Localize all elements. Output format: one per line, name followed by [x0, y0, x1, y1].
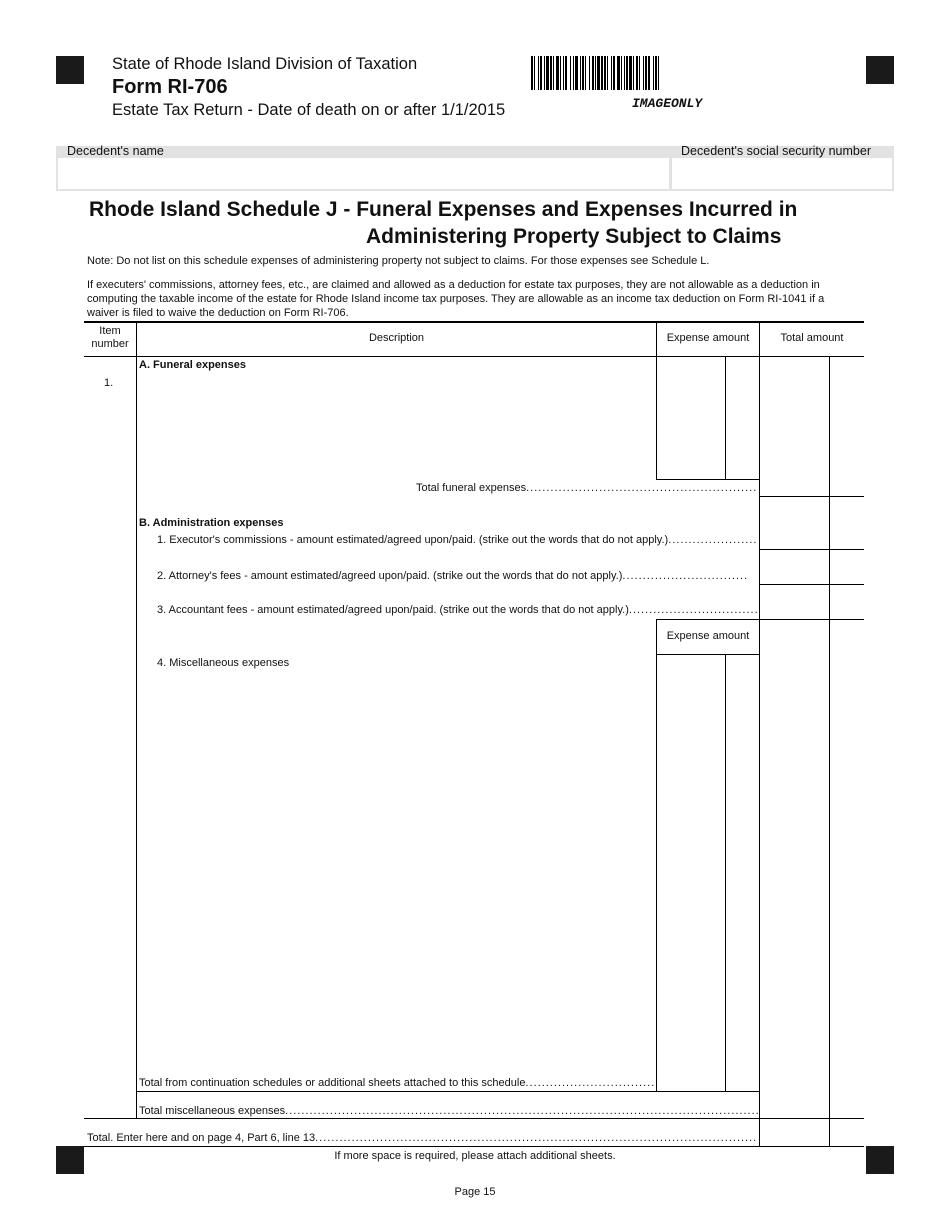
image-only-label: IMAGEONLY: [632, 96, 703, 111]
total-misc-expenses-label: Total miscellaneous expenses .....: [139, 1105, 758, 1117]
total-misc-rule: [84, 1118, 864, 1119]
item-column-divider: [136, 321, 137, 1119]
funeral-expense-cents: [725, 356, 726, 480]
agency-name: State of Rhode Island Division of Taxation: [112, 55, 418, 73]
table-top-rule: [84, 321, 864, 323]
page-number: Page 15: [454, 1186, 496, 1198]
grand-total-label: Total. Enter here and on page 4, Part 6, line 13 .....: [87, 1132, 758, 1144]
misc-expense-left: [656, 619, 657, 1092]
additional-sheets-note: If more space is required, please attach additional sheets.: [334, 1150, 616, 1162]
registration-mark-top-right: [866, 56, 894, 84]
expense-header-left-divider: [656, 321, 657, 357]
misc-expense-header-rule: [656, 654, 760, 655]
funeral-expense-bottom: [656, 479, 760, 480]
total-column-divider: [759, 321, 760, 1147]
accountant-fees-label: 3. Accountant fees - amount estimated/agreed upon/paid. (strike out the words that do not apply.) .....: [157, 604, 758, 616]
misc-expenses-label: 4. Miscellaneous expenses: [157, 657, 290, 669]
form-subtitle: Estate Tax Return - Date of death on or after 1/1/2015: [112, 101, 506, 119]
total-cents-divider: [829, 356, 830, 1147]
total-funeral-expenses-label: Total funeral expenses .....: [416, 482, 758, 494]
funeral-expense-left: [656, 356, 657, 480]
total-misc-amount-field[interactable]: [761, 1103, 828, 1117]
misc-expense-amount-field[interactable]: [658, 656, 724, 1074]
total-funeral-rule: [759, 496, 864, 497]
col-expense-amount-header-2: Expense amount: [666, 630, 750, 642]
section-a-heading: A. Funeral expenses: [139, 359, 246, 371]
accountant-rule: [656, 619, 864, 620]
executor-rule: [759, 549, 864, 550]
item-number-1: 1.: [104, 377, 114, 389]
total-funeral-amount-field[interactable]: [761, 481, 828, 495]
barcode: [531, 56, 817, 90]
instruction-line2: computing the taxable income of the estate for Rhode Island income tax purposes. They are allowable as an income tax deduction on Form RI-1041 if a: [87, 293, 825, 305]
decedent-info-box: [56, 146, 894, 191]
instruction-line1: If executers' commissions, attorney fees, etc., are claimed and allowed as a deduction for estate tax purposes, they are not allowable as a deduction in: [87, 279, 820, 291]
executor-commissions-amount-field[interactable]: [761, 533, 828, 548]
funeral-expense-amount-field[interactable]: [658, 358, 724, 478]
col-expense-amount-header: Expense amount: [666, 332, 750, 344]
instruction-line3: waiver is filed to waive the deduction on Form RI-706.: [87, 307, 349, 319]
decedent-ssn-label: Decedent's social security number: [681, 144, 871, 158]
schedule-note: Note: Do not list on this schedule expenses of administering property not subject to claims. For those expenses see Schedule L.: [87, 255, 710, 267]
schedule-title-line1: Rhode Island Schedule J - Funeral Expenses and Expenses Incurred in: [89, 198, 798, 221]
grand-total-rule: [84, 1146, 864, 1147]
col-item-number-header: Item number: [91, 325, 129, 350]
funeral-expense-description-field[interactable]: [139, 374, 653, 474]
grand-total-amount-field[interactable]: [761, 1121, 828, 1145]
continuation-total-amount-field[interactable]: [658, 1076, 724, 1090]
schedule-title-line2: Administering Property Subject to Claims: [366, 225, 782, 248]
table-header-rule: [84, 356, 864, 357]
col-description-header: Description: [368, 332, 425, 344]
attorney-fees-label: 2. Attorney's fees - amount estimated/agreed upon/paid. (strike out the words that do not apply.) .....: [157, 570, 749, 582]
decedent-ssn-field[interactable]: [672, 158, 892, 189]
funeral-expense-cents-field[interactable]: [727, 358, 758, 478]
continuation-rule: [136, 1091, 760, 1092]
misc-expense-cents-field[interactable]: [727, 656, 758, 1074]
col-total-amount-header: Total amount: [780, 332, 844, 344]
accountant-fees-amount-field[interactable]: [761, 603, 828, 618]
attorney-fees-amount-field[interactable]: [761, 568, 828, 583]
form-id: Form RI-706: [112, 76, 228, 98]
decedent-name-label: Decedent's name: [67, 144, 164, 158]
decedent-name-field[interactable]: [58, 158, 669, 189]
executor-commissions-label: 1. Executor's commissions - amount estimated/agreed upon/paid. (strike out the words that do not apply.) .....: [157, 534, 758, 546]
misc-expense-description-field[interactable]: [139, 674, 653, 1069]
misc-expense-cents: [725, 654, 726, 1092]
attorney-rule: [759, 584, 864, 585]
continuation-total-label: Total from continuation schedules or additional sheets attached to this schedule .....: [139, 1077, 656, 1089]
section-b-heading: B. Administration expenses: [139, 517, 284, 529]
registration-mark-top-left: [56, 56, 84, 84]
